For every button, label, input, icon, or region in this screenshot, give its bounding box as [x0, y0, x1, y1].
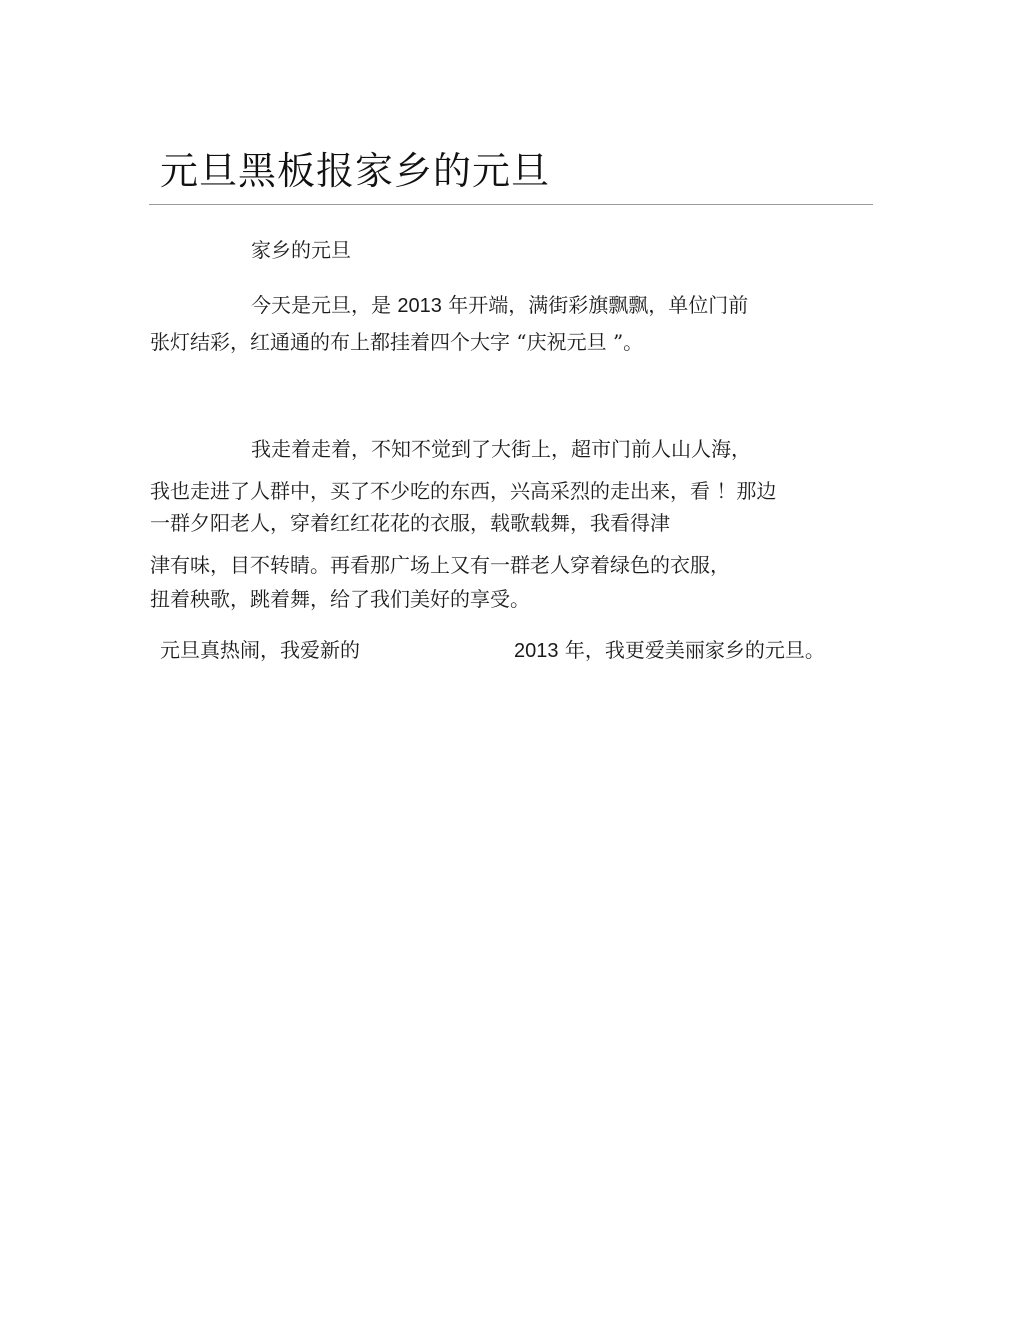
- paragraph1-line1-text-a: 今天是元旦，是: [251, 293, 398, 317]
- paragraph2-line5: 扭着秧歌，跳着舞，给了我们美好的享受。: [150, 587, 530, 611]
- closing-text: 年，我更爱美丽家乡的元旦。: [558, 638, 825, 662]
- closing-year: 2013: [514, 640, 559, 662]
- paragraph1-line1-text-b: 年开端，满街彩旗飘飘，单位门前: [441, 293, 749, 317]
- paragraph1-year: 2013: [397, 295, 442, 317]
- paragraph2-line2: 我也走进了人群中，买了不少吃的东西，兴高采烈的走出来，看 ！那边: [150, 479, 777, 503]
- subtitle: 家乡的元旦: [251, 238, 351, 262]
- closing-part1: 元旦真热闹，我爱新的: [160, 638, 360, 662]
- document-title: 元旦黑板报家乡的元旦: [160, 149, 551, 193]
- paragraph2-line4: 津有味，目不转睛。再看那广场上又有一群老人穿着绿色的衣服，: [150, 553, 730, 577]
- closing-part2: [514, 636, 825, 665]
- paragraph2-line3: 一群夕阳老人，穿着红红花花的衣服，载歌载舞，我看得津: [150, 511, 670, 535]
- title-divider: [149, 204, 873, 205]
- paragraph1-line1: [251, 291, 748, 320]
- paragraph1-line2: 张灯结彩，红通通的布上都挂着四个大字 “庆祝元旦 ”。: [150, 330, 644, 354]
- paragraph2-line1: 我走着走着，不知不觉到了大街上，超市门前人山人海，: [251, 437, 751, 461]
